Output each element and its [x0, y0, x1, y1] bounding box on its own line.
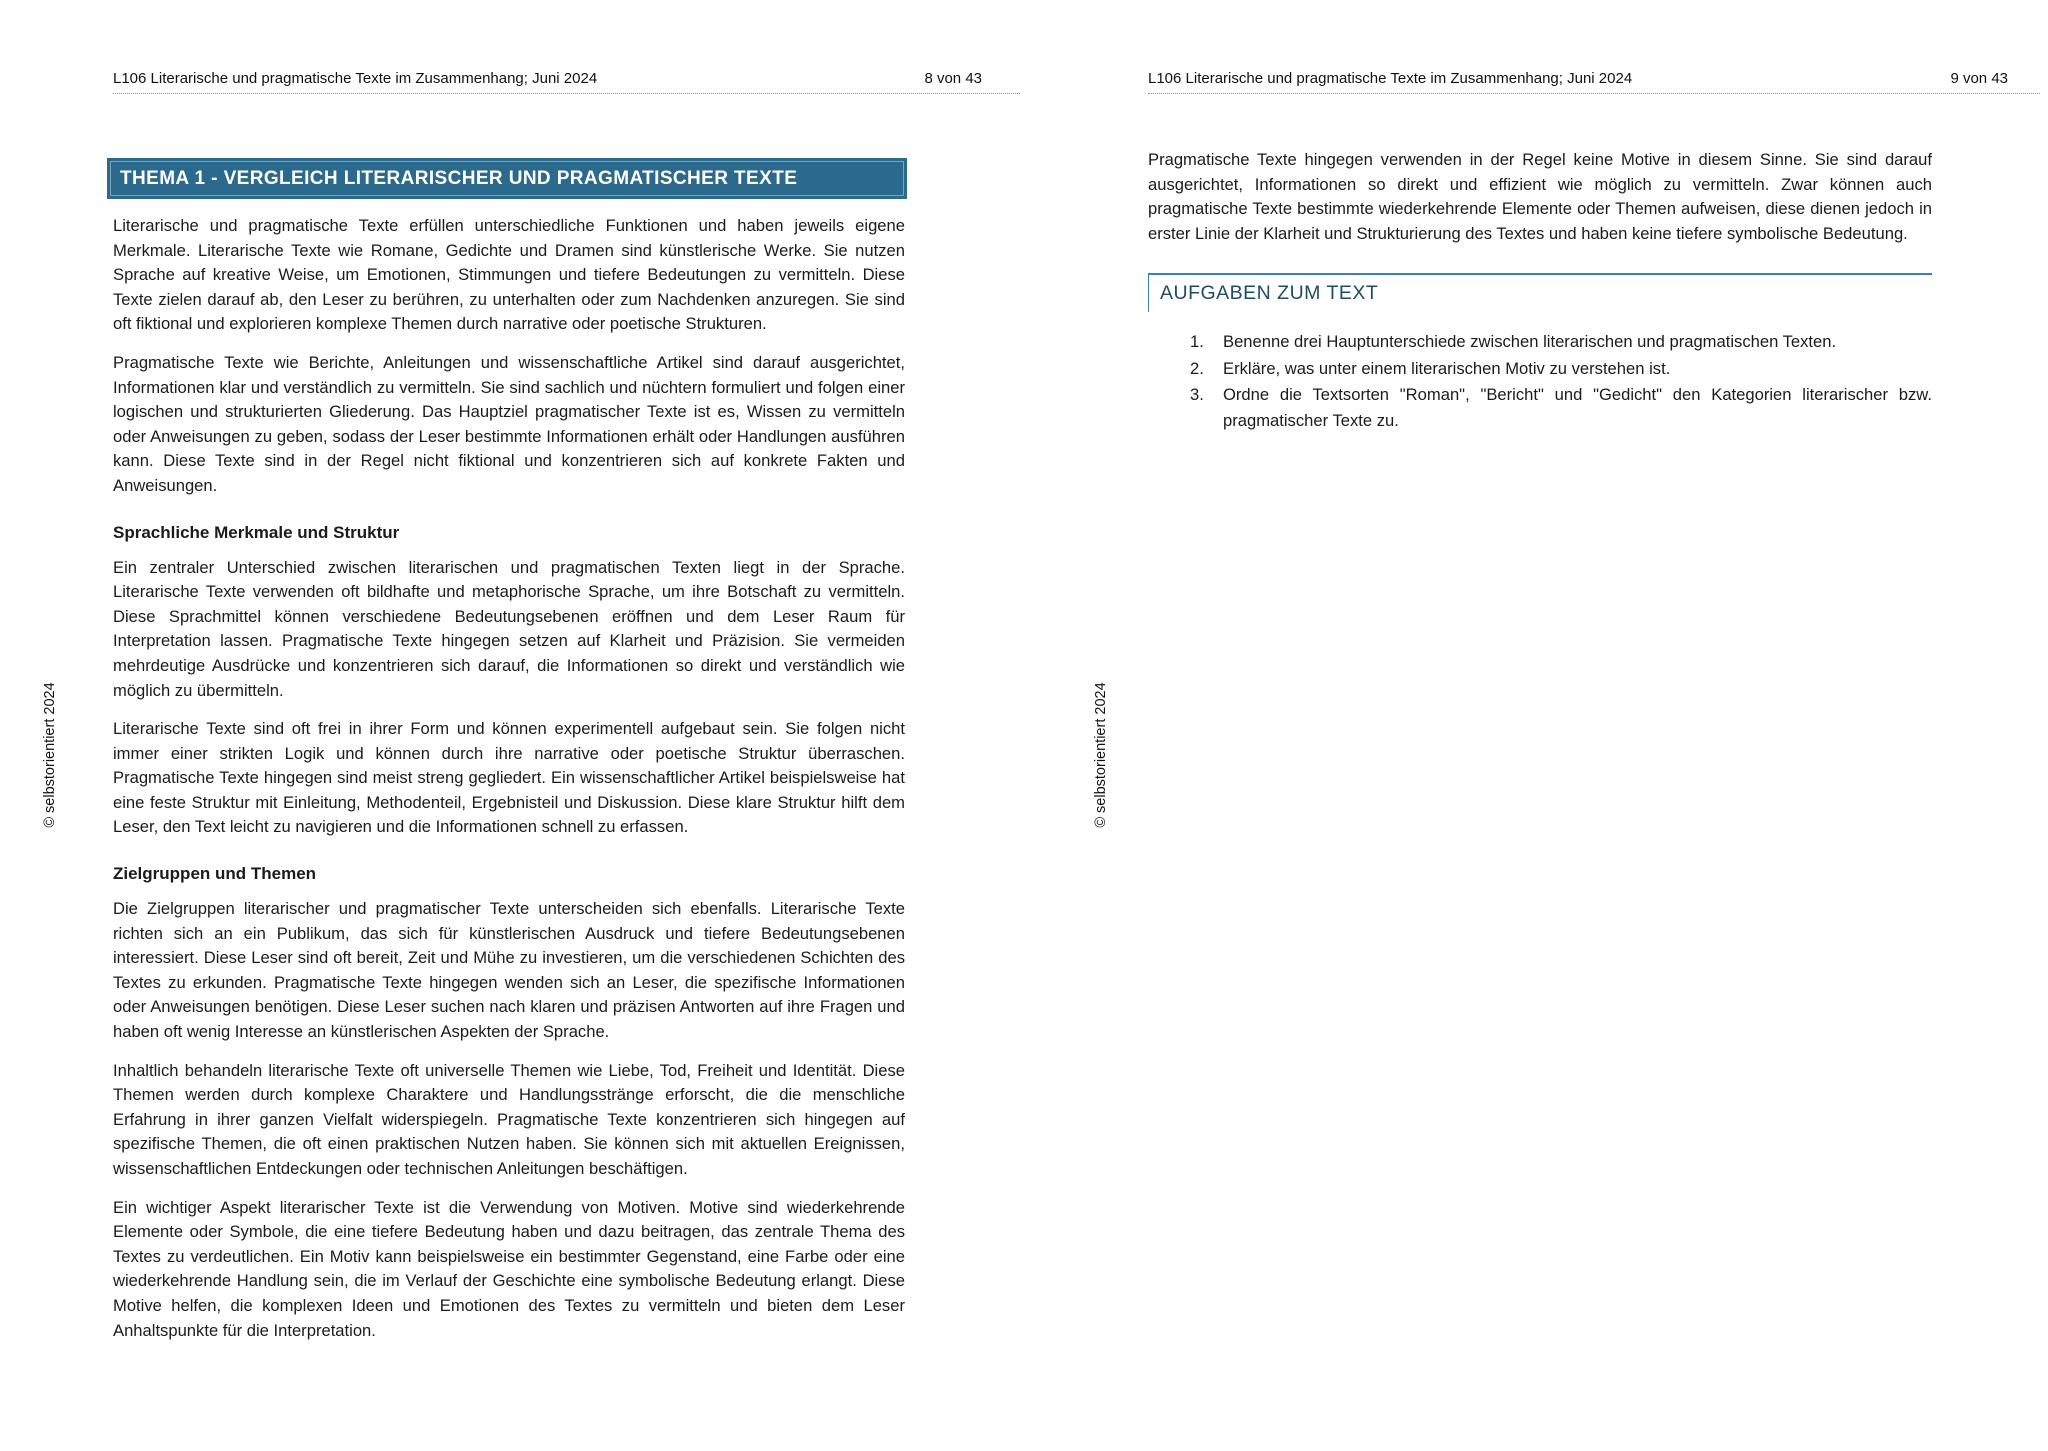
- left-header-title: L106 Literarische und pragmatische Texte im Zusammenhang; Juni 2024: [113, 70, 598, 87]
- task-number: 1.: [1190, 332, 1204, 352]
- right-header-title: L106 Literarische und pragmatische Texte im Zusammenhang; Juni 2024: [1148, 70, 1633, 87]
- task-number: 3.: [1190, 384, 1204, 404]
- left-page-number: 8 von 43: [924, 70, 982, 87]
- tasks-list: [1148, 329, 1932, 434]
- task-text: Benenne drei Hauptunterschiede zwischen literarischen und pragmatischen Texten.: [1223, 332, 1837, 352]
- right-page-body: [1148, 148, 1932, 434]
- task-item: [1190, 382, 1932, 434]
- right-page-header: [1148, 70, 2040, 94]
- topic-title-bar: THEMA 1 - VERGLEICH LITERARISCHER UND PRAGMATISCHER TEXTE: [107, 158, 907, 199]
- paragraph: Die Zielgruppen literarischer und pragmatischer Texte unterscheiden sich ebenfalls. Literarische Texte richten sich an ein Publikum, das sich für künstlerischen Ausdruck und tiefere Bedeutungsebenen interessiert. Diese Leser sind oft bereit, Zeit und Mühe zu investieren, um die verschiedenen Schichten des Textes zu erkunden. Pragmatische Texte hingegen wenden sich an Leser, die spezifische Informationen oder Anweisungen benötigen. Diese Leser suchen nach klaren und präzisen Antworten auf ihre Fragen und haben oft wenig Interesse an künstlerischen Aspekten der Sprache.: [113, 899, 905, 1042]
- left-copyright-vertical: © selbstorientiert 2024: [42, 682, 58, 828]
- task-text: Ordne die Textsorten "Roman", "Bericht" und "Gedicht" den Kategorien literarischer bzw. pragmatischer Texte zu.: [1223, 384, 1932, 430]
- paragraph: Ein wichtiger Aspekt literarischer Texte ist die Verwendung von Motiven. Motive sind wiederkehrende Elemente oder Symbole, die eine tiefere Bedeutung haben und dazu beitragen, das zentrale Thema des Textes zu verdeutlichen. Ein Motiv kann beispielsweise ein bestimmter Gegenstand, eine Farbe oder eine wiederkehrende Handlung sein, die im Verlauf der Geschichte eine symbolische Bedeutung erlangt. Diese Motive helfen, die komplexen Ideen und Emotionen des Textes zu vermitteln und bieten dem Leser Anhaltspunkte für die Interpretation.: [113, 1197, 905, 1340]
- paragraph: Literarische und pragmatische Texte erfüllen unterschiedliche Funktionen und haben jeweils eigene Merkmale. Literarische Texte wie Romane, Gedichte und Dramen sind künstlerische Werke. Sie nutzen Sprache auf kreative Weise, um Emotionen, Stimmungen und tiefere Bedeutungen zu vermitteln. Diese Texte zielen darauf ab, den Leser zu berühren, zu unterhalten oder zum Nachdenken anzuregen. Sie sind oft fiktional und explorieren komplexe Themen durch narrative oder poetische Strukturen.: [113, 216, 905, 334]
- right-copyright-vertical: © selbstorientiert 2024: [1093, 682, 1109, 828]
- tasks-heading-box: [1148, 273, 1932, 312]
- paragraph: Literarische Texte sind oft frei in ihrer Form und können experimentell aufgebaut sein. Sie folgen nicht immer einer strikten Logik und können durch ihre narrative oder poetische Struktur überraschen. Pragmatische Texte hingegen sind meist streng gegliedert. Ein wissenschaftlicher Artikel beispielsweise hat eine feste Struktur mit Einleitung, Methodenteil, Ergebnisteil und Diskussion. Diese klare Struktur hilft dem Leser, den Text leicht zu navigieren und die Informationen schnell zu erfassen.: [113, 719, 905, 837]
- task-item: [1190, 356, 1932, 382]
- paragraph: Inhaltlich behandeln literarische Texte oft universelle Themen wie Liebe, Tod, Freiheit und Identität. Diese Themen werden durch komplexe Charaktere und Handlungsstränge erforscht, die die menschliche Erfahrung in ihrer ganzen Vielfalt widerspiegeln. Pragmatische Texte konzentrieren sich hingegen auf spezifische Themen, die oft einen praktischen Nutzen haben. Sie können sich mit aktuellen Ereignissen, wissenschaftlichen Entdeckungen oder technischen Anleitungen beschäftigen.: [113, 1060, 905, 1178]
- right-page-number: 9 von 43: [1950, 70, 2008, 87]
- task-text: Erkläre, was unter einem literarischen Motiv zu verstehen ist.: [1223, 358, 1671, 378]
- task-number: 2.: [1190, 358, 1204, 378]
- tasks-heading: AUFGABEN ZUM TEXT: [1160, 282, 1379, 305]
- subheading-sprachliche-merkmale: Sprachliche Merkmale und Struktur: [113, 522, 400, 542]
- paragraph: Pragmatische Texte wie Berichte, Anleitungen und wissenschaftliche Artikel sind darauf ausgerichtet, Informationen klar und verständlich zu vermitteln. Sie sind sachlich und nüchtern formuliert und folgen einer logischen und strukturierten Gliederung. Das Hauptziel pragmatischer Texte ist es, Wissen zu vermitteln oder Anweisungen zu geben, sodass der Leser bestimmte Informationen erhält oder Handlungen ausführen kann. Diese Texte sind in der Regel nicht fiktional und konzentrieren sich auf konkrete Fakten und Anweisungen.: [113, 352, 905, 495]
- paragraph: Ein zentraler Unterschied zwischen literarischen und pragmatischen Texten liegt in der Sprache. Literarische Texte verwenden oft bildhafte und metaphorische Sprache, um ihre Botschaft zu vermitteln. Diese Sprachmittel können verschiedene Bedeutungsebenen eröffnen und dem Leser Raum für Interpretation lassen. Pragmatische Texte hingegen setzen auf Klarheit und Präzision. Sie vermeiden mehrdeutige Ausdrücke und konzentrieren sich darauf, die Informationen so direkt und verständlich wie möglich zu übermitteln.: [113, 557, 905, 700]
- paragraph: Pragmatische Texte hingegen verwenden in der Regel keine Motive in diesem Sinne. Sie sind darauf ausgerichtet, Informationen so direkt und effizient wie möglich zu vermitteln. Zwar können auch pragmatische Texte bestimmte wiederkehrende Elemente oder Themen aufweisen, diese dienen jedoch in erster Linie der Klarheit und Strukturierung des Textes und haben keine tiefere symbolische Bedeutung.: [1148, 150, 1932, 243]
- subheading-zielgruppen: Zielgruppen und Themen: [113, 864, 317, 884]
- left-page-body: [113, 214, 905, 1357]
- task-item: [1190, 329, 1932, 355]
- left-page-header: [113, 70, 1020, 94]
